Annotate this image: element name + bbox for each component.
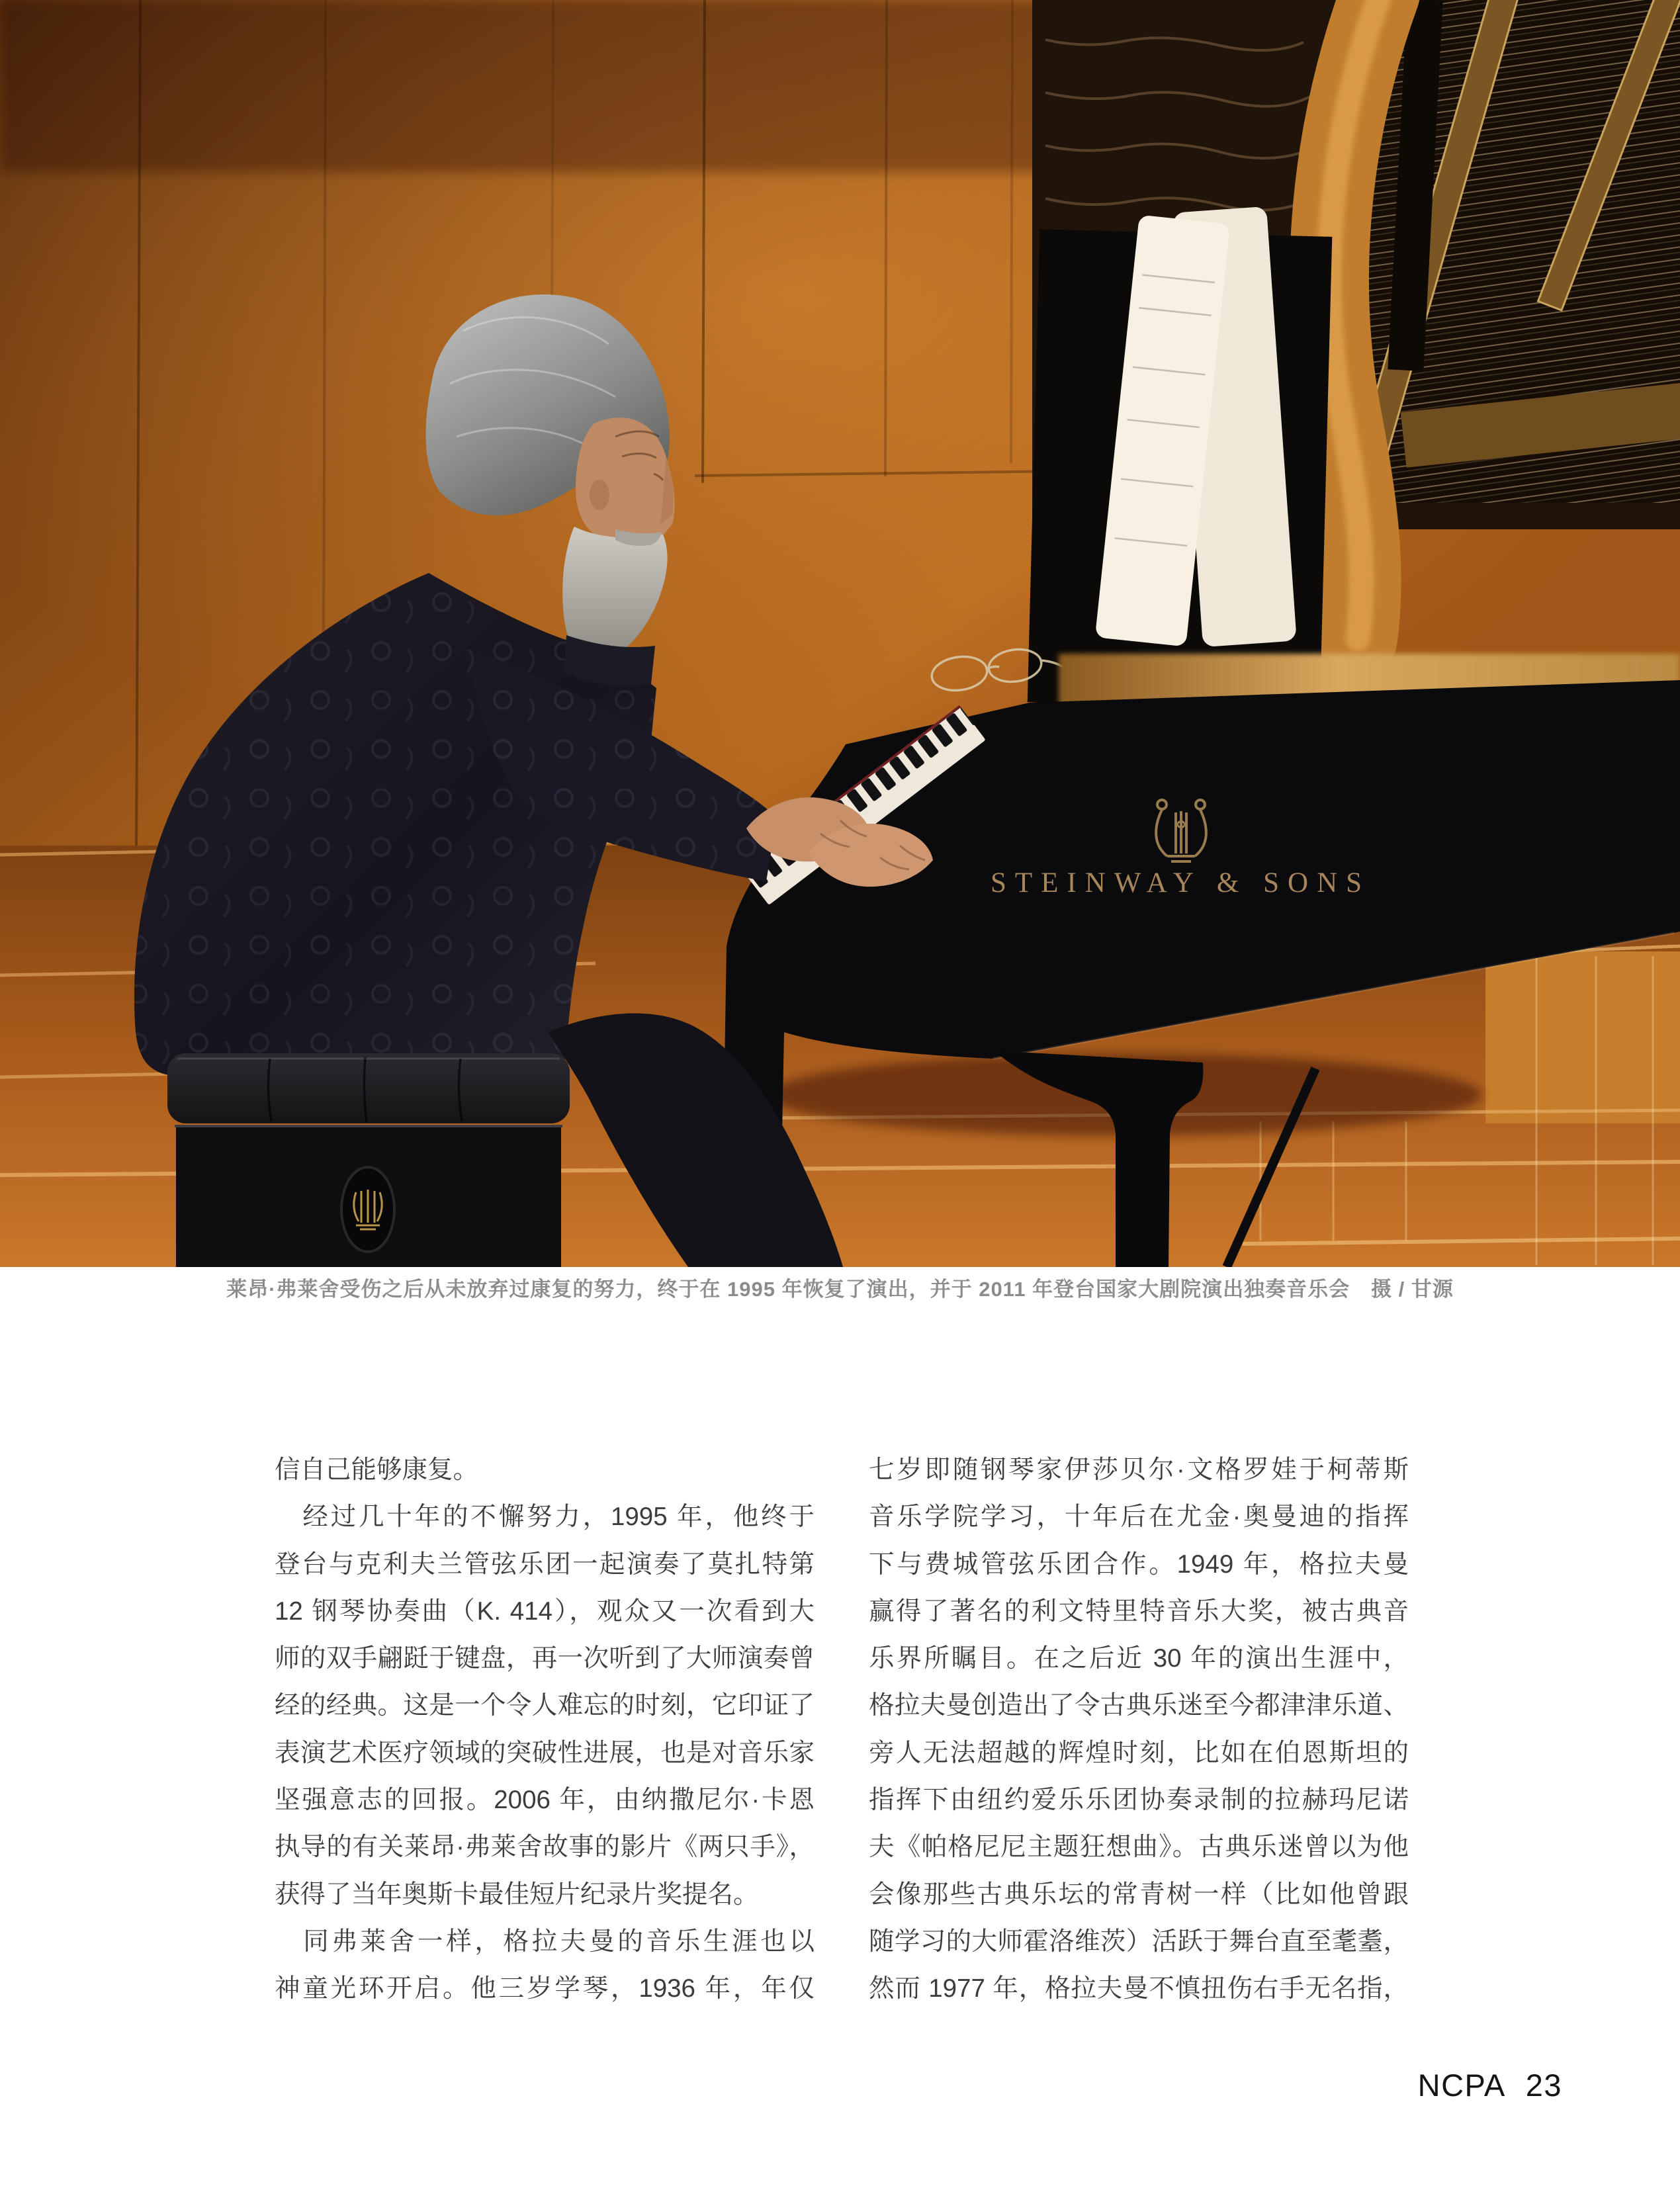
body-line: 下与费城管弦乐团合作。1949 年，格拉夫曼 bbox=[869, 1550, 1409, 1579]
body-line: 会像那些古典乐坛的常青树一样（比如他曾跟 bbox=[869, 1880, 1409, 1909]
body-line: 赢得了著名的利文特里特音乐大奖，被古典音 bbox=[869, 1597, 1409, 1626]
article-column-left bbox=[275, 1446, 815, 2013]
article-column-right bbox=[869, 1446, 1409, 2013]
body-line: 然而 1977 年，格拉夫曼不慎扭伤右手无名指， bbox=[869, 1974, 1409, 2003]
body-line: 信自己能够康复。 bbox=[275, 1456, 479, 1484]
body-line: 乐界所瞩目。在之后近 30 年的演出生涯中， bbox=[869, 1644, 1409, 1673]
body-line: 旁人无法超越的辉煌时刻，比如在伯恩斯坦的 bbox=[869, 1738, 1409, 1767]
body-line: 七岁即随钢琴家伊莎贝尔·文格罗娃于柯蒂斯 bbox=[869, 1456, 1409, 1484]
photo-caption: 莱昂·弗莱舍受伤之后从未放弃过康复的努力，终于在 1995 年恢复了演出，并于 2011 年登台国家大剧院演出独奏音乐会 摄 / 甘源 bbox=[226, 1278, 1454, 1301]
pianist-ear bbox=[590, 480, 609, 510]
body-line: 同弗莱舍一样，格拉夫曼的音乐生涯也以 bbox=[275, 1927, 815, 1956]
body-line: 神童光环开启。他三岁学琴，1936 年，年仅 bbox=[275, 1974, 815, 2003]
piano-bench bbox=[167, 1053, 570, 1267]
body-line: 登台与克利夫兰管弦乐团一起演奏了莫扎特第 bbox=[275, 1550, 815, 1579]
body-line: 坚强意志的回报。2006 年，由纳撒尼尔·卡恩 bbox=[275, 1786, 815, 1815]
body-line: 音乐学院学习，十年后在尤金·奥曼迪的指挥 bbox=[869, 1503, 1409, 1532]
body-line: 格拉夫曼创造出了令古典乐迷至今都津津乐道、 bbox=[869, 1691, 1409, 1720]
body-line: 经的经典。这是一个令人难忘的时刻，它印证了 bbox=[275, 1691, 815, 1720]
body-line: 表演艺术医疗领域的突破性进展，也是对音乐家 bbox=[275, 1738, 815, 1767]
body-line: 12 钢琴协奏曲（K. 414），观众又一次看到大 bbox=[275, 1597, 815, 1626]
body-line: 随学习的大师霍洛维茨）活跃于舞台直至耄耋， bbox=[869, 1927, 1409, 1956]
bench-cushion bbox=[167, 1053, 570, 1123]
body-line: 执导的有关莱昂·弗莱舍故事的影片《两只手》， bbox=[275, 1833, 815, 1862]
steinway-sons-lettering: STEINWAY & SONS bbox=[990, 867, 1371, 898]
page-number: NCPA 23 bbox=[1417, 2068, 1562, 2103]
body-line: 师的双手翩跹于键盘，再一次听到了大师演奏曾 bbox=[275, 1644, 815, 1673]
body-line: 经过几十年的不懈努力，1995 年，他终于 bbox=[275, 1503, 815, 1532]
body-line: 指挥下由纽约爱乐乐团协奏录制的拉赫玛尼诺 bbox=[869, 1786, 1409, 1815]
body-line: 夫《帕格尼尼主题狂想曲》。古典乐迷曾以为他 bbox=[869, 1833, 1409, 1862]
body-line: 获得了当年奥斯卡最佳短片纪录片奖提名。 bbox=[275, 1880, 759, 1909]
